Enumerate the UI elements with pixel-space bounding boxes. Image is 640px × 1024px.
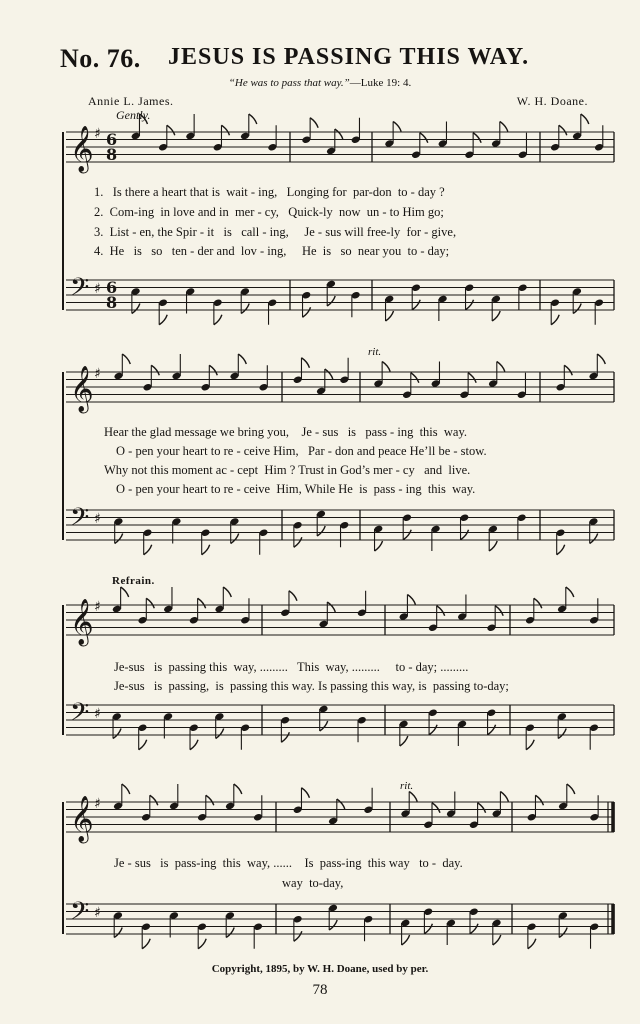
note-flag <box>320 721 328 731</box>
note-flag <box>393 122 401 132</box>
note-flag <box>495 606 503 616</box>
note-flag <box>429 725 437 735</box>
note-flag <box>535 795 543 805</box>
bass-clef-icon: 𝄢 <box>70 273 90 308</box>
note-flag <box>122 354 130 364</box>
note-flag <box>150 795 158 805</box>
refrain-line-1: Je-sus is passing this way, ......... This way, ......... to - day; ......... <box>114 660 469 674</box>
note-group <box>112 587 250 625</box>
key-signature-sharp-icon: ♯ <box>94 599 101 615</box>
bass-staff <box>66 273 614 312</box>
note-flag <box>534 598 542 608</box>
note-flag <box>386 311 394 321</box>
key-signature-sharp-icon: ♯ <box>94 706 101 722</box>
note-flag <box>325 369 333 379</box>
note-flag <box>202 545 210 555</box>
verse-4-line: 4. He is so ten - der and lov - ing, He is so near you to - day; <box>94 244 450 258</box>
note-flag <box>301 788 309 798</box>
note-flag <box>403 530 411 540</box>
verse-1-continuation: Hear the glad message we bring you, Je - sus is pass - ing this way. <box>104 425 468 439</box>
note-flag <box>317 526 325 536</box>
refrain-final-echo: way to-day, <box>282 876 344 890</box>
note-group <box>280 591 367 629</box>
epigraph-quote: “He was to pass that way.” <box>228 77 350 89</box>
note-flag <box>557 545 565 555</box>
note-group <box>113 911 263 949</box>
verse-2-continuation: O - pen your heart to re - ceive Him, Par - don and peace He’ll be - stow. <box>116 444 487 458</box>
note-flag <box>114 928 122 938</box>
note-flag <box>281 732 289 742</box>
key-signature-sharp-icon: ♯ <box>94 796 101 812</box>
note-group <box>399 595 504 633</box>
note-flag <box>144 545 152 555</box>
ritardando-mark-2: rit. <box>400 780 414 792</box>
note-group <box>384 122 527 160</box>
key-signature-sharp-icon: ♯ <box>94 905 101 921</box>
note-flag <box>198 598 206 608</box>
note-group <box>555 354 605 392</box>
note-flag <box>492 311 500 321</box>
note-flag <box>461 530 469 540</box>
note-group <box>131 287 278 325</box>
note-flag <box>375 541 383 551</box>
note-flag <box>558 729 566 739</box>
note-flag <box>493 935 501 945</box>
note-flag <box>420 133 428 143</box>
note-flag <box>142 939 150 949</box>
note-flag <box>241 304 249 314</box>
note-flag <box>190 740 198 750</box>
refrain-line-2: Je-sus is passing, is passing this way. Is passing this way, is passing to-day; <box>114 679 509 693</box>
note-flag <box>500 792 508 802</box>
note-flag <box>301 358 309 368</box>
hymn-title: JESUS IS PASSING THIS WAY. <box>168 44 530 70</box>
note-flag <box>468 373 476 383</box>
key-signature-sharp-icon: ♯ <box>94 511 101 527</box>
note-flag <box>303 307 311 317</box>
treble-clef-icon: 𝄞 <box>70 366 94 412</box>
page-number: 78 <box>312 982 328 998</box>
note-flag <box>488 725 496 735</box>
note-flag <box>559 125 567 135</box>
hymn-number: No. 76. <box>60 44 141 73</box>
verse-4-continuation: O - pen your heart to re - ceive Him, While He is pass - ing this way. <box>116 482 476 496</box>
time-signature-bottom: 8 <box>106 145 118 164</box>
epigraph <box>0 77 640 89</box>
note-flag <box>590 534 598 544</box>
note-flag <box>402 935 410 945</box>
note-group <box>550 114 604 152</box>
note-flag <box>238 354 246 364</box>
note-flag <box>597 354 605 364</box>
note-group <box>293 904 374 942</box>
note-flag <box>528 939 536 949</box>
note-flag <box>132 304 140 314</box>
note-flag <box>221 125 229 135</box>
refrain-final-line: Je - sus is pass-ing this way, ...... Is pass-ing this way to - day. <box>114 856 463 870</box>
note-flag <box>400 736 408 746</box>
bass-clef-icon: 𝄢 <box>70 698 90 733</box>
note-group <box>113 517 268 555</box>
time-signature-bottom: 8 <box>106 293 118 312</box>
copyright-notice: Copyright, 1895, by W. H. Doane, used by per. <box>211 963 429 975</box>
note-group <box>525 712 599 750</box>
note-flag <box>432 803 440 813</box>
note-group <box>301 280 360 318</box>
verse-2-line: 2. Com-ing in love and in mer - cy, Quick-ly now un - to Him go; <box>94 205 444 219</box>
note-flag <box>327 602 335 612</box>
note-flag <box>113 729 121 739</box>
note-group <box>527 911 600 949</box>
treble-clef-icon: 𝄞 <box>70 599 94 645</box>
note-group <box>373 362 526 400</box>
treble-staff <box>66 599 614 647</box>
verse-3-continuation: Why not this moment ac - cept Him ? Trust in God’s mer - cy and live. <box>104 463 471 477</box>
note-group <box>293 788 374 826</box>
note-flag <box>412 300 420 310</box>
verse-1-line: 1. Is there a heart that is wait - ing, Longing for par-don to - day ? <box>94 185 445 199</box>
note-group <box>131 114 278 152</box>
tempo-marking: Gently. <box>116 108 151 122</box>
ritardando-mark-1: rit. <box>368 346 382 358</box>
note-flag <box>551 315 559 325</box>
note-flag <box>146 598 154 608</box>
note-flag <box>198 939 206 949</box>
note-group <box>112 712 250 750</box>
key-signature-sharp-icon: ♯ <box>94 366 101 382</box>
note-flag <box>223 587 231 597</box>
note-flag <box>209 365 217 375</box>
note-flag <box>121 587 129 597</box>
key-signature-sharp-icon: ♯ <box>94 281 101 297</box>
note-flag <box>466 300 474 310</box>
note-flag <box>289 591 297 601</box>
note-flag <box>566 587 574 597</box>
note-flag <box>151 365 159 375</box>
music-system-1 <box>0 120 640 320</box>
note-flag <box>234 784 242 794</box>
note-group <box>400 792 508 830</box>
verse-3-line: 3. List - en, the Spir - it is call - ing, Je - sus will free-ly for - give, <box>94 225 457 239</box>
note-flag <box>411 373 419 383</box>
note-flag <box>122 784 130 794</box>
note-flag <box>564 365 572 375</box>
note-flag <box>139 740 147 750</box>
note-flag <box>409 792 417 802</box>
note-flag <box>167 125 175 135</box>
time-signature-top: 6 <box>106 278 118 297</box>
note-flag <box>337 799 345 809</box>
composer: W. H. Doane. <box>516 94 588 108</box>
note-flag <box>382 362 390 372</box>
note-flag <box>437 606 445 616</box>
epigraph-reference: —Luke 19: 4. <box>349 77 412 89</box>
note-flag <box>473 133 481 143</box>
note-flag <box>206 795 214 805</box>
note-flag <box>573 304 581 314</box>
note-flag <box>214 315 222 325</box>
note-group <box>555 517 598 555</box>
note-flag <box>500 122 508 132</box>
note-group <box>113 354 268 392</box>
note-flag <box>327 296 335 306</box>
note-flag <box>335 129 343 139</box>
note-flag <box>159 315 167 325</box>
note-flag <box>424 924 432 934</box>
note-flag <box>497 362 505 372</box>
note-flag <box>526 740 534 750</box>
note-flag <box>216 729 224 739</box>
note-flag <box>115 534 123 544</box>
note-flag <box>231 534 239 544</box>
note-group <box>527 784 600 822</box>
note-flag <box>249 114 257 124</box>
note-flag <box>407 595 415 605</box>
note-group <box>525 587 599 625</box>
time-signature-top: 6 <box>106 130 118 149</box>
note-flag <box>567 784 575 794</box>
treble-clef-icon: 𝄞 <box>70 126 94 172</box>
note-flag <box>489 541 497 551</box>
bass-clef-icon: 𝄢 <box>70 503 90 538</box>
note-flag <box>559 928 567 938</box>
note-group <box>293 510 350 548</box>
bass-clef-icon: 𝄢 <box>70 897 90 932</box>
note-flag <box>310 118 318 128</box>
note-group <box>550 287 604 325</box>
lyricist: Annie L. James. <box>88 94 174 108</box>
treble-clef-icon: 𝄞 <box>70 796 94 842</box>
music-system-2 <box>0 360 640 560</box>
note-group <box>113 784 263 822</box>
note-group <box>301 118 360 156</box>
refrain-label: Refrain. <box>112 575 155 587</box>
note-flag <box>329 920 337 930</box>
note-group <box>293 358 350 396</box>
note-flag <box>470 924 478 934</box>
note-flag <box>478 803 486 813</box>
note-flag <box>226 928 234 938</box>
note-flag <box>294 537 302 547</box>
note-group <box>280 705 367 743</box>
key-signature-sharp-icon: ♯ <box>94 126 101 142</box>
note-flag <box>294 931 302 941</box>
note-flag <box>581 114 589 124</box>
